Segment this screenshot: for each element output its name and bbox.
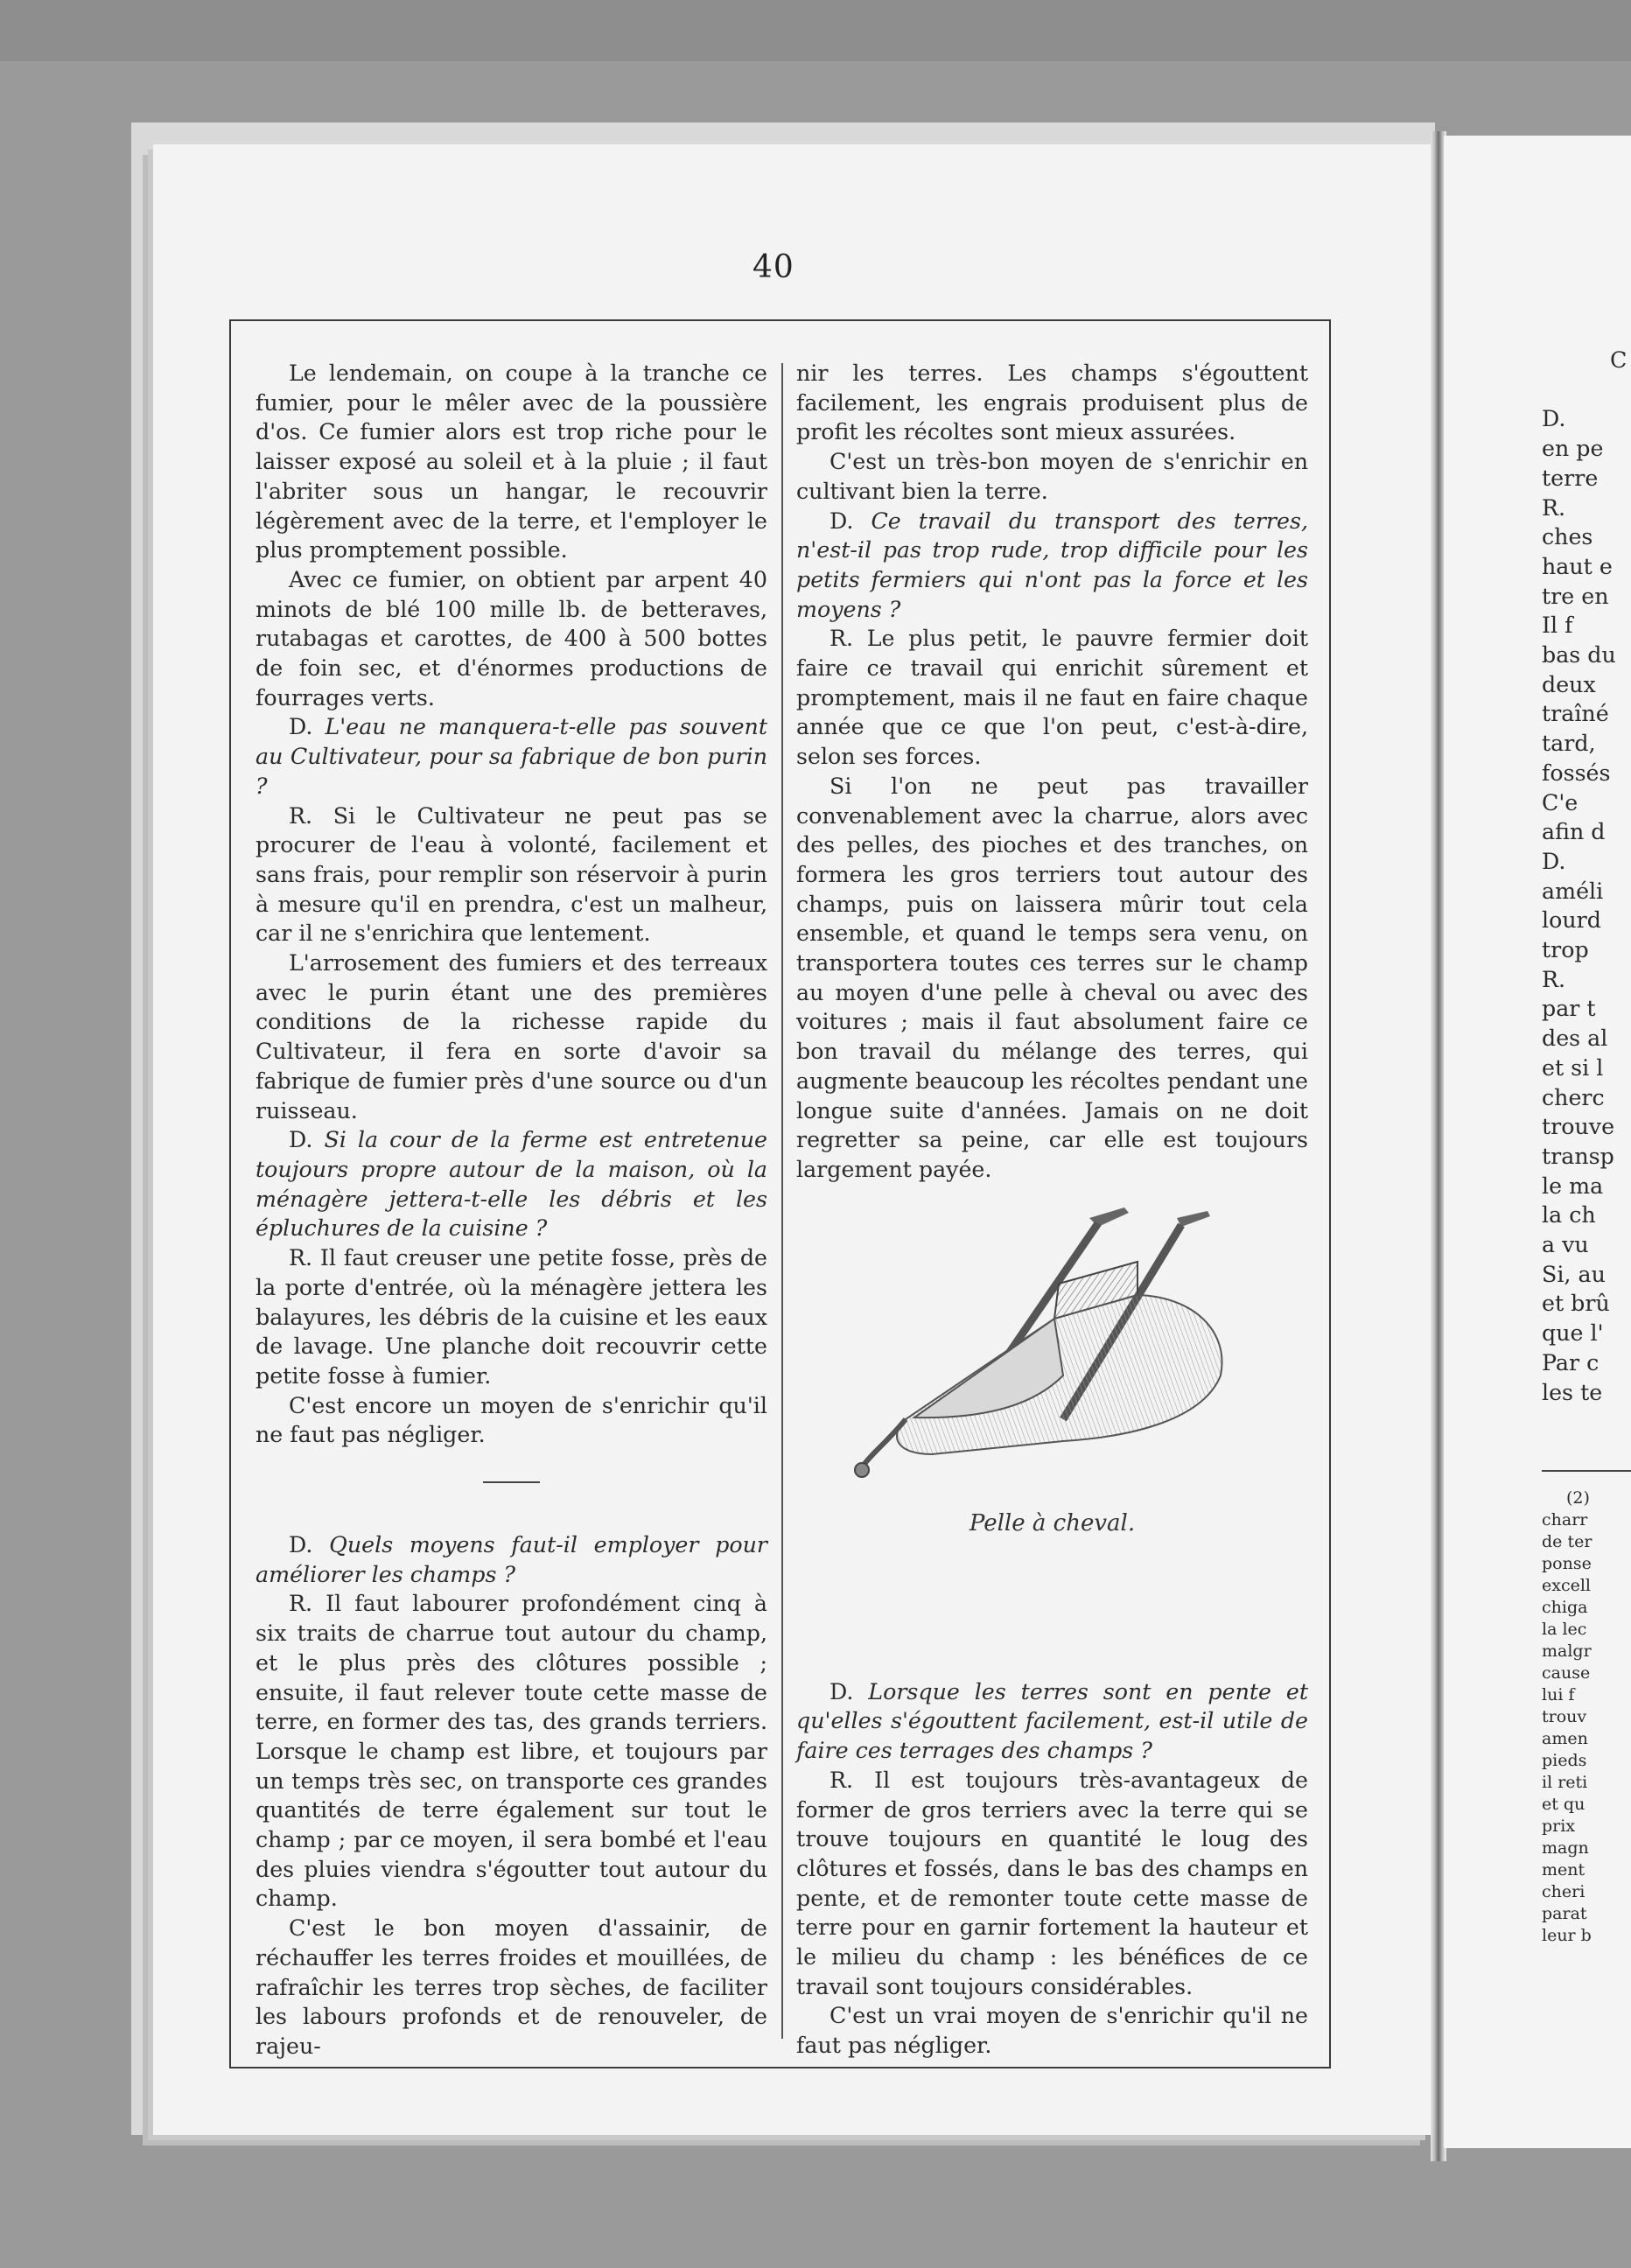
answer: R. Il faut creuser une petite fosse, près de la porte d'entrée, où la ménagère jettera les balayures, les débris de la cuisine et les eaux de lavage. Une planche doit recouvrir cette petite fosse à fumier. xyxy=(256,1245,767,1389)
answer: R. Il faut labourer profondément cinq à six traits de charrue tout autour du champ, et le plus près des clôtures possible ; ensuite, il faut relever toute cette masse de terre, en former des tas, des grands terriers. Lorsque le champ est libre, et toujours par un temps très sec, on transporte ces grandes quantités de terre également sur tout le champ ; par ce moyen, il sera bombé et l'eau des pluies viendra s'égoutter tout autour du champ. xyxy=(256,1591,767,1912)
footnote-line: leur b xyxy=(1542,1926,1592,1945)
right-page-line: des al xyxy=(1542,1026,1608,1052)
footnote-line: de ter xyxy=(1542,1532,1592,1551)
paragraph: C'est encore un moyen de s'enrichir qu'il ne faut pas négliger. xyxy=(256,1392,767,1448)
question xyxy=(256,712,767,801)
right-page-line: et si l xyxy=(1542,1054,1604,1081)
answer: R. Le plus petit, le pauvre fermier doit faire ce travail qui enrichit sûrement et promptement, mais il ne faut en faire chaque année que ce que l'on peut, c'est-à-dire, selon ses forces. xyxy=(796,626,1308,770)
footnote-line: cheri xyxy=(1542,1882,1586,1901)
paragraph: C'est un vrai moyen de s'enrichir qu'il ne faut pas négliger. xyxy=(796,2003,1308,2059)
right-page-line: trouve xyxy=(1542,1114,1615,1140)
right-page-line: C xyxy=(1610,347,1628,373)
right-page-line: tre en xyxy=(1542,583,1609,609)
page-number: 40 xyxy=(752,249,794,285)
right-page-line: trop xyxy=(1542,937,1589,962)
footnote-line: et qu xyxy=(1542,1795,1586,1814)
right-page-line: la ch xyxy=(1542,1202,1596,1228)
paragraph: C'est un très-bon moyen de s'enrichir en cultivant bien la terre. xyxy=(796,449,1308,504)
footnote-rule xyxy=(1542,1470,1631,1472)
question-label: D. xyxy=(289,1127,313,1153)
footnote-line: la lec xyxy=(1542,1620,1587,1639)
right-page-line: que l' xyxy=(1542,1320,1604,1347)
right-page-line: bas du xyxy=(1542,642,1616,668)
footnote-line: excell xyxy=(1542,1576,1591,1595)
right-page-line: cherc xyxy=(1542,1084,1605,1110)
right-page-line: les te xyxy=(1542,1379,1603,1405)
answer: R. Il est toujours très-avantageux de former de gros terriers avec la terre qui se trouve toujours en quantité le loug des clôtures et fossés, dans le bas des champs en pente, et de remonter toute cette masse de terre pour en garnir fortement la hauteur et le milieu du champ : les bénéfices de ce travail sont toujours considérables. xyxy=(796,1767,1308,1999)
right-page-line: lourd xyxy=(1542,907,1601,934)
right-page-line: a vu xyxy=(1542,1232,1589,1257)
paragraph: L'arrosement des fumiers et des terreaux avec le purin étant une des premières conditions de la richesse rapide du Cultivateur, il fera en sorte d'avoir sa fabrique de fumier près d'une source ou d'un ruisseau. xyxy=(256,950,767,1124)
footnote-line: lui f xyxy=(1542,1685,1575,1704)
right-page-line: le ma xyxy=(1542,1172,1604,1199)
right-page-line: par t xyxy=(1542,996,1596,1022)
paragraph: nir les terres. Les champs s'égouttent facilement, les engrais produisent plus de profit les récoltes sont mieux assurées. xyxy=(796,360,1308,445)
scan-top-band xyxy=(0,0,1631,61)
footnote-line: parat xyxy=(1542,1904,1587,1923)
question-label: D. xyxy=(289,714,313,740)
right-page-line: Si, au xyxy=(1542,1261,1606,1287)
figure xyxy=(796,1200,1308,1677)
question xyxy=(796,507,1308,625)
footnote-line: cause xyxy=(1542,1663,1591,1683)
question-text: Lorsque les terres sont en pente et qu'elles s'égouttent facilement, est-il utile de faire ces terrages des champs ? xyxy=(796,1678,1308,1764)
right-page-line: deux xyxy=(1542,671,1596,697)
right-page-line: R. xyxy=(1542,494,1566,521)
right-page-line: D. xyxy=(1542,848,1566,874)
paragraph: Si l'on ne peut pas travailler convenablement avec la charrue, alors avec des pelles, des pioches et des tranches, on formera les gros terriers tout autour des champs, puis on laissera mûrir tout cela ensemble, et quand le temps sera venu, on transportera toutes ces terres sur le champ au moyen d'une pelle à cheval ou avec des voitures ; mais il faut absolument faire ce bon travail du mélange des terres, qui augmente beaucoup les récoltes pendant une longue suite d'années. Jamais on ne doit regretter sa peine, car elle est toujours largement payée. xyxy=(796,773,1308,1182)
figure-caption: Pelle à cheval. xyxy=(969,1509,1136,1536)
footnote-line: (2) xyxy=(1566,1488,1590,1508)
footnote-line: pieds xyxy=(1542,1751,1587,1770)
right-page-line: Il f xyxy=(1542,612,1573,639)
right-page-line: haut e xyxy=(1542,553,1613,579)
question-label: D. xyxy=(289,1532,313,1558)
right-page-line: D. xyxy=(1542,406,1566,432)
footnote-line: chiga xyxy=(1542,1598,1588,1617)
footnote-line: amen xyxy=(1542,1729,1588,1748)
section-separator xyxy=(483,1481,540,1483)
question xyxy=(796,1677,1308,1766)
question-text: Si la cour de la ferme est entretenue toujours propre autour de la maison, où la ménagère jettera-t-elle les débris et les épluchures de la cuisine ? xyxy=(256,1127,768,1242)
right-page-line: en pe xyxy=(1542,436,1604,462)
question-label: D. xyxy=(830,1678,854,1704)
question-text: L'eau ne manquera-t-elle pas souvent au Cultivateur, pour sa fabrique de bon purin ? xyxy=(256,714,767,799)
column-divider xyxy=(781,363,783,2039)
footnote-line: malgr xyxy=(1542,1642,1592,1661)
right-page-line: tard, xyxy=(1542,731,1596,757)
footnote-line: ponse xyxy=(1542,1554,1592,1573)
footnote-line: prix xyxy=(1542,1816,1576,1836)
paragraph: C'est le bon moyen d'assainir, de réchauffer les terres froides et mouillées, de rafraîchir les terres trop sèches, de faciliter les labours profonds et de renouveler, de rajeu- xyxy=(256,1915,767,2059)
paragraph: Le lendemain, on coupe à la tranche ce fumier, pour le mêler avec de la poussière d'os. Ce fumier alors est trop riche pour le laisser exposé au soleil et à la pluie ; il faut l'abriter sous un hangar, le recouvrir légèrement avec de la terre, et l'employer le plus promptement possible. xyxy=(256,360,767,564)
question xyxy=(256,1530,767,1589)
question xyxy=(256,1125,767,1243)
question-text: Quels moyens faut-il employer pour améliorer les champs ? xyxy=(256,1532,767,1587)
right-page-line: C'e xyxy=(1542,789,1578,816)
footnote-line: trouv xyxy=(1542,1707,1587,1726)
footnote-line: magn xyxy=(1542,1838,1589,1858)
right-page-line: fossés xyxy=(1542,760,1611,786)
question-text: Ce travail du transport des terres, n'est-il pas trop rude, trop difficile pour les petits fermiers qui n'ont pas la force et les moyens ? xyxy=(796,508,1309,622)
right-column xyxy=(796,359,1308,2061)
right-page-line: améli xyxy=(1542,878,1604,904)
right-page-line: traîné xyxy=(1542,701,1609,727)
right-page-line: et brû xyxy=(1542,1291,1610,1317)
paragraph: Avec ce fumier, on obtient par arpent 40 minots de blé 100 mille lb. de betteraves, rutabagas et carottes, de 400 à 500 bottes de foin sec, et d'énormes productions de fourrages verts. xyxy=(256,566,767,710)
answer: R. Si le Cultivateur ne peut pas se procurer de l'eau à volonté, facilement et sans frais, pour remplir son réservoir à purin à mesure qu'il en prendra, c'est un malheur, car il ne s'enrichira que lentement. xyxy=(256,802,767,947)
horse-scoop-illustration xyxy=(836,1200,1291,1480)
right-page-line: afin d xyxy=(1542,819,1606,845)
footnote-line: il reti xyxy=(1542,1773,1588,1792)
footnote-line: charr xyxy=(1542,1510,1588,1530)
right-page-line: terre xyxy=(1542,465,1599,491)
footnote-line: ment xyxy=(1542,1860,1586,1880)
right-page-line: ches xyxy=(1542,524,1593,550)
right-page-line: R. xyxy=(1542,966,1566,992)
right-page-line: Par c xyxy=(1542,1349,1600,1376)
left-column xyxy=(256,359,767,2062)
question-label: D. xyxy=(830,508,854,534)
right-page-line: transp xyxy=(1542,1143,1614,1169)
